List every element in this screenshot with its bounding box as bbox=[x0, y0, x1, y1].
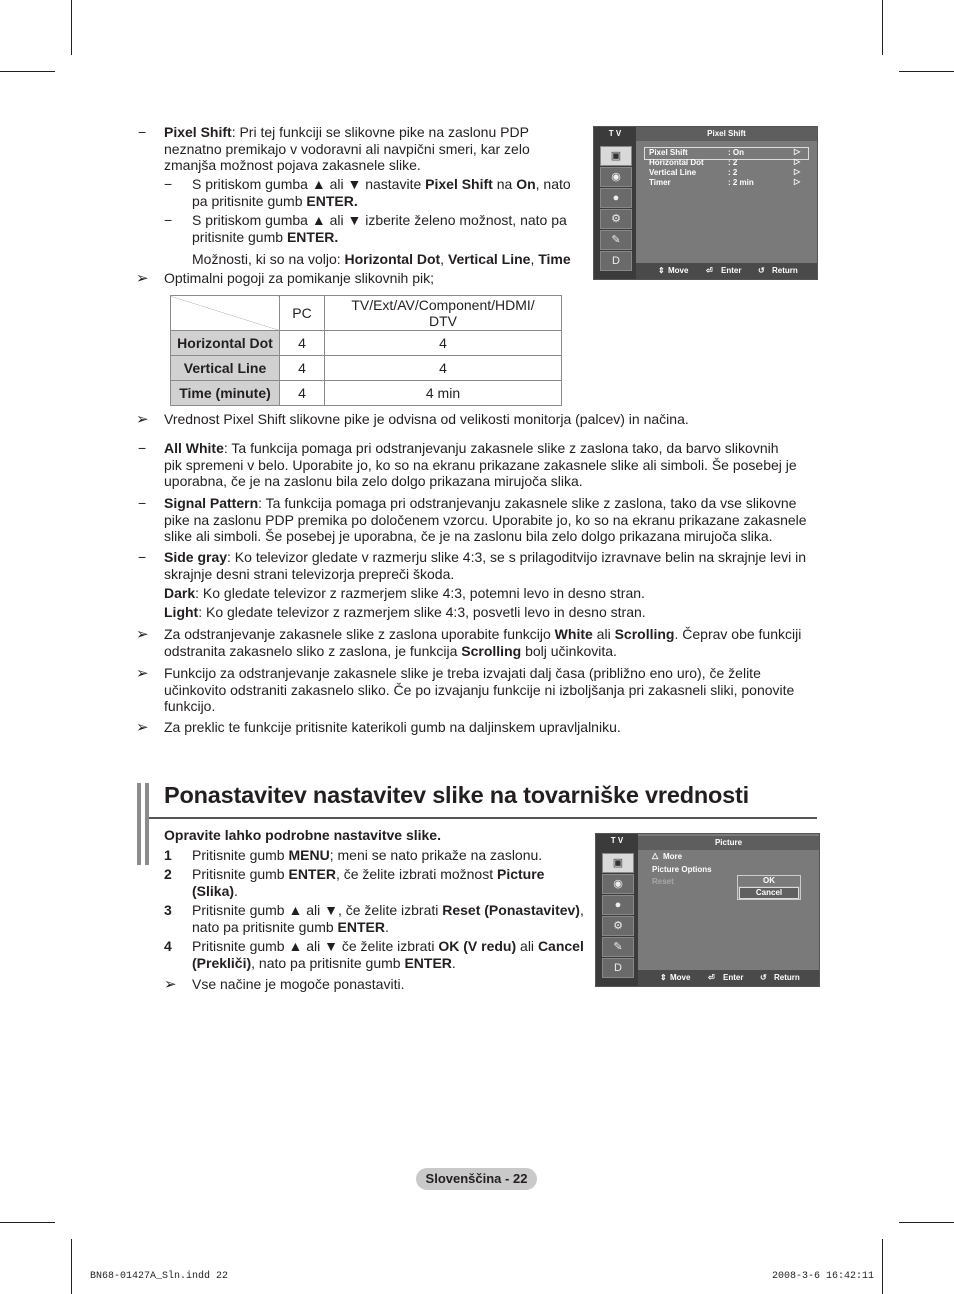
channel-icon: ● bbox=[602, 895, 634, 915]
pixel-shift-table bbox=[170, 295, 562, 406]
bullet-dash: − bbox=[138, 495, 147, 511]
table-row bbox=[171, 356, 562, 381]
table-row bbox=[171, 381, 562, 406]
osd-return-label: Return bbox=[772, 266, 798, 275]
crop-mark bbox=[899, 1222, 954, 1223]
note-arrow-icon: ➢ bbox=[136, 270, 149, 287]
footer-file: BN68-01427A_Sln.indd 22 bbox=[90, 1271, 229, 1282]
osd-return-label: Return bbox=[774, 973, 800, 982]
enter-icon: ⏎ bbox=[706, 266, 713, 275]
table-cell: 4 min bbox=[325, 381, 562, 406]
osd-row-value: : 2 min bbox=[728, 178, 754, 187]
step-number: 1 bbox=[164, 847, 172, 863]
pixel-shift-note2: Vrednost Pixel Shift slikovne pike je odvisna od velikosti monitorja (palcev) in načina. bbox=[164, 411, 689, 427]
pixel-shift-options: Možnosti, ki so na voljo: Horizontal Dot, Vertical Line, Time bbox=[192, 251, 571, 267]
section-intro: Opravite lahko podrobne nastavitve slike. bbox=[164, 827, 441, 843]
osd-reset-label: Reset bbox=[652, 877, 674, 886]
digital-menu-icon: D bbox=[602, 958, 634, 978]
step-3: Pritisnite gumb ▲ ali ▼, če želite izbrati Reset (Ponastavitev), nato pa pritisnite gumb ENTER. bbox=[192, 902, 584, 935]
crop-mark bbox=[882, 0, 883, 55]
return-icon: ↺ bbox=[760, 973, 767, 982]
move-icon: ⇕ bbox=[660, 973, 667, 982]
footer-date: 2008-3-6 16:42:11 bbox=[772, 1271, 875, 1282]
picture-icon: ▣ bbox=[602, 853, 634, 873]
note-arrow-icon: ➢ bbox=[136, 719, 149, 736]
osd-tv-label: T V bbox=[608, 129, 622, 138]
osd-row-arrow-icon: ▷ bbox=[794, 147, 801, 156]
step-number: 2 bbox=[164, 866, 172, 882]
table-corner bbox=[171, 296, 280, 331]
side-gray-dark: Dark: Ko gledate televizor z razmerjem slike 4:3, potemni levo in desno stran. bbox=[164, 585, 645, 601]
crop-mark bbox=[0, 1222, 55, 1223]
note-arrow-icon: ➢ bbox=[136, 411, 149, 428]
osd-more-label: More bbox=[663, 852, 683, 861]
osd-pixel-shift-screen bbox=[593, 126, 818, 280]
table-cell: 4 bbox=[280, 331, 325, 356]
osd-row-arrow-icon: ▷ bbox=[794, 157, 801, 166]
osd-row-arrow-icon: ▷ bbox=[794, 167, 801, 176]
osd-picture-screen bbox=[595, 833, 820, 987]
step-4: Pritisnite gumb ▲ ali ▼ če želite izbrati OK (V redu) ali Cancel (Prekliči), nato pa pritisnite gumb ENTER. bbox=[192, 938, 584, 971]
picture-icon: ▣ bbox=[600, 146, 632, 166]
crop-mark bbox=[71, 0, 72, 55]
all-white-desc: All White: Ta funkcija pomaga pri odstranjevanju zakasnele slike z zaslona tako, da barvo slikovnih pik spremeni v belo. Uporabite jo, ko so na ekranu prikazane zakasnele slike ali simboli. Še posebej je uporabna, če je na zaslonu bila zelo dolgo prikazana mirujoča slika. bbox=[164, 440, 797, 489]
note-arrow-icon: ➢ bbox=[136, 665, 149, 682]
pixel-shift-note1: Optimalni pogoji za pomikanje slikovnih pik; bbox=[164, 270, 435, 286]
setup-icon: ⚙ bbox=[600, 209, 632, 229]
pixel-shift-step1: S pritiskom gumba ▲ ali ▼ nastavite Pixel Shift na On, nato pa pritisnite gumb ENTER. bbox=[192, 176, 571, 209]
bullet-dash: − bbox=[138, 440, 147, 456]
osd-enter-label: Enter bbox=[721, 266, 742, 275]
heading-bar bbox=[145, 783, 149, 865]
osd-row-label: Vertical Line bbox=[649, 168, 697, 177]
pixel-shift-step2: S pritiskom gumba ▲ ali ▼ izberite želeno možnost, nato pa pritisnite gumb ENTER. bbox=[192, 212, 567, 245]
table-cell: 4 bbox=[280, 356, 325, 381]
osd-cancel-option: Cancel bbox=[739, 887, 799, 899]
channel-icon: ● bbox=[600, 188, 632, 208]
table-row-label: Horizontal Dot bbox=[171, 331, 280, 356]
osd-row-label: Timer bbox=[649, 178, 671, 187]
note-arrow-icon: ➢ bbox=[164, 976, 177, 993]
bullet-dash: − bbox=[164, 212, 173, 228]
table-header-tv: TV/Ext/AV/Component/HDMI/ DTV bbox=[325, 296, 562, 331]
table-row-label: Time (minute) bbox=[171, 381, 280, 406]
section-heading: Ponastavitev nastavitev slike na tovarniške vrednosti bbox=[164, 782, 750, 808]
table-row bbox=[171, 331, 562, 356]
osd-row-arrow-icon: ▷ bbox=[794, 177, 801, 186]
signal-pattern-desc: Signal Pattern: Ta funkcija pomaga pri odstranjevanju zakasnele slike z zaslona, tako da vse slikovne pike na zaslonu PDP premika po določenem vzorcu. Uporabite jo, ko so na ekranu prikazane zakasnele slike ali simboli. Še posebej je uporabna, če je na zaslonu bila zelo dolgo prikazana mirujoča slika. bbox=[164, 495, 807, 544]
step-1: Pritisnite gumb MENU; meni se nato prikaže na zaslonu. bbox=[192, 847, 543, 863]
step-2: Pritisnite gumb ENTER, če želite izbrati možnost Picture (Slika). bbox=[192, 866, 545, 899]
osd-move-label: Move bbox=[670, 973, 691, 982]
sound-icon: ◉ bbox=[600, 167, 632, 187]
side-gray-light: Light: Ko gledate televizor z razmerjem slike 4:3, posvetli levo in desno stran. bbox=[164, 604, 646, 620]
input-icon: ✎ bbox=[602, 937, 634, 957]
osd-enter-label: Enter bbox=[723, 973, 744, 982]
osd-row-label: Pixel Shift bbox=[649, 148, 688, 157]
table-cell: 4 bbox=[280, 381, 325, 406]
osd-picture-options: Picture Options bbox=[652, 865, 712, 874]
osd-move-label: Move bbox=[668, 266, 689, 275]
more-up-icon: △ bbox=[652, 851, 659, 860]
side-gray-desc: Side gray: Ko televizor gledate v razmerju slike 4:3, se s prilagoditvijo izravnave belin na skrajnje levi in skrajnje desni strani televizorja prepreči škoda. bbox=[164, 549, 806, 582]
note-white-scrolling: Za odstranjevanje zakasnele slike z zaslona uporabite funkcijo White ali Scrolling. Čeprav obe funkciji odstranita zakasnelo sliko z zaslona, je funkcija Scrolling bolj učinkovita. bbox=[164, 626, 802, 659]
osd-title: Pixel Shift bbox=[636, 127, 817, 141]
osd-row-label: Horizontal Dot bbox=[649, 158, 704, 167]
crop-mark bbox=[882, 1239, 883, 1294]
setup-icon: ⚙ bbox=[602, 916, 634, 936]
osd-help-bar bbox=[638, 970, 819, 986]
input-icon: ✎ bbox=[600, 230, 632, 250]
step-number: 3 bbox=[164, 902, 172, 918]
move-icon: ⇕ bbox=[658, 266, 665, 275]
note-duration: Funkcijo za odstranjevanje zakasnele slike je treba izvajati dalj časa (približno eno uro), če želite učinkovito odstraniti zakasnelo sliko. Če po izvajanju funkcije ni izboljšanja pri zakasneli sliki, ponovite funkcijo. bbox=[164, 665, 795, 714]
note-arrow-icon: ➢ bbox=[136, 626, 149, 643]
osd-row-value: : 2 bbox=[728, 168, 738, 177]
crop-mark bbox=[71, 1239, 72, 1294]
crop-mark bbox=[899, 71, 954, 72]
bullet-dash: − bbox=[138, 124, 147, 140]
section-note: Vse načine je mogoče ponastaviti. bbox=[192, 976, 405, 992]
heading-bar bbox=[137, 783, 141, 865]
crop-mark bbox=[0, 71, 55, 72]
digital-menu-icon: D bbox=[600, 251, 632, 271]
return-icon: ↺ bbox=[758, 266, 765, 275]
table-row-label: Vertical Line bbox=[171, 356, 280, 381]
osd-ok-option: OK bbox=[738, 876, 800, 886]
osd-title: Picture bbox=[638, 836, 819, 850]
note-cancel: Za preklic te funkcije pritisnite katerikoli gumb na daljinskem upravljalniku. bbox=[164, 719, 621, 735]
bullet-dash: − bbox=[138, 549, 147, 565]
osd-row-value: : On bbox=[728, 148, 744, 157]
enter-icon: ⏎ bbox=[708, 973, 715, 982]
table-header-pc: PC bbox=[280, 296, 325, 331]
table-cell: 4 bbox=[325, 356, 562, 381]
table-cell: 4 bbox=[325, 331, 562, 356]
osd-help-bar bbox=[636, 263, 817, 279]
pixel-shift-desc: Pixel Shift: Pri tej funkciji se slikovne pike na zaslonu PDP neznatno premikajo v vodoravni ali navpični smeri, kar zelo zmanjša možnost pojava zakasnele slike. bbox=[164, 124, 530, 173]
heading-rule bbox=[149, 817, 817, 819]
sound-icon: ◉ bbox=[602, 874, 634, 894]
bullet-dash: − bbox=[164, 176, 173, 192]
osd-row-value: : 2 bbox=[728, 158, 738, 167]
step-number: 4 bbox=[164, 938, 172, 954]
osd-tv-label: T V bbox=[610, 836, 624, 845]
page-number-badge: Slovenščina - 22 bbox=[416, 1168, 537, 1190]
